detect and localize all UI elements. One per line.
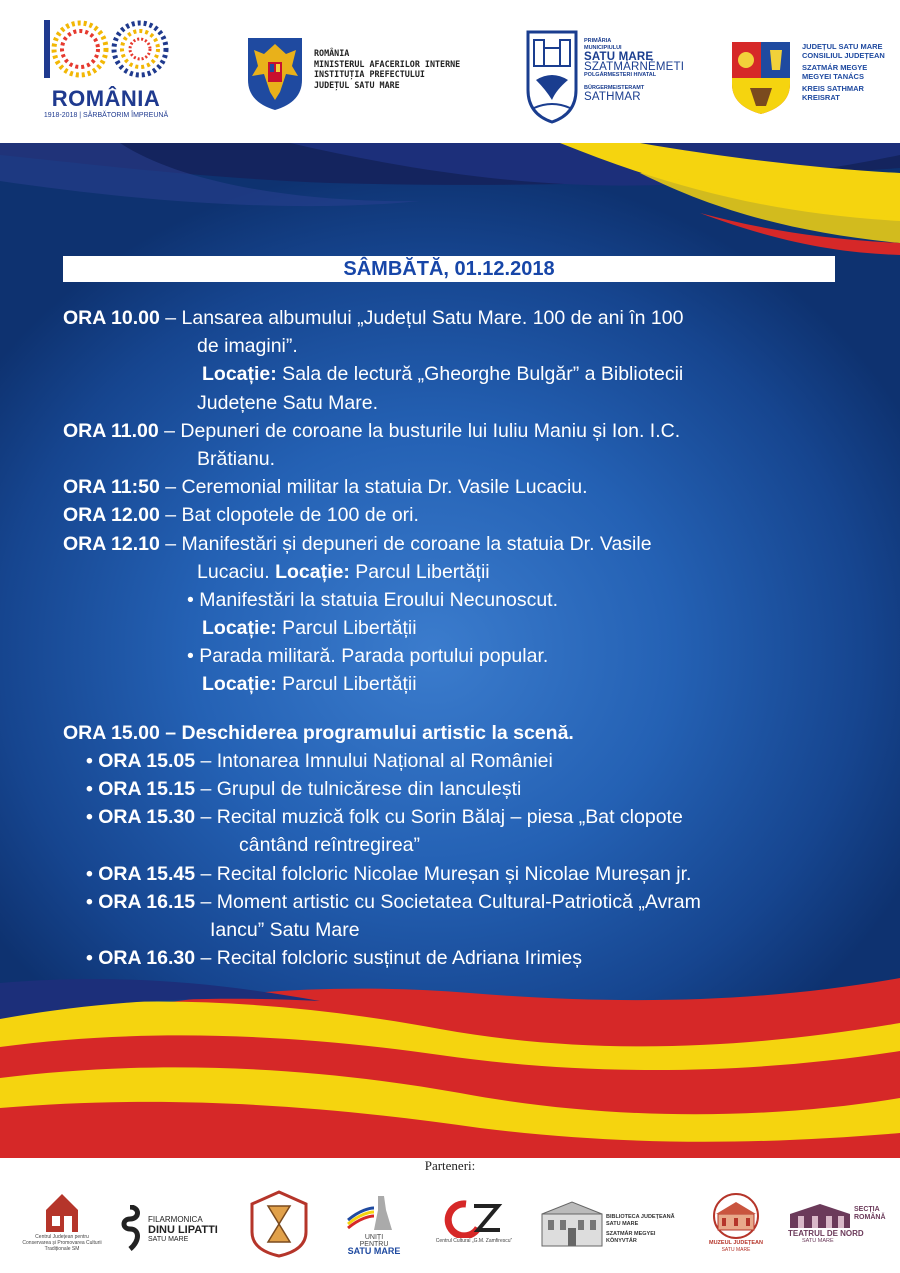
partners-label: Parteneri:	[424, 1158, 476, 1173]
romania-100-logo	[36, 14, 176, 124]
satu-mare-city-crest-icon	[526, 30, 578, 124]
schedule-line: Brătianu.	[197, 447, 276, 470]
schedule-line: • ORA 16.30 – Recital folcloric susținut de Adriana Irimieș	[86, 947, 582, 970]
schedule-line: Locație: Sala de lectură „Gheorghe Bulgăr” a Bibliotecii	[202, 363, 684, 386]
gz-monogram-icon	[444, 1198, 504, 1238]
schedule-line: ORA 12.00 – Bat clopotele de 100 de ori.	[63, 504, 419, 527]
schedule-line: • Parada militară. Parada portului popular.	[187, 645, 549, 668]
header	[0, 0, 900, 143]
schedule-line: Locație: Parcul Libertății	[202, 673, 417, 696]
statue-icon	[344, 1190, 404, 1234]
satu-mare-county-crest-icon	[730, 40, 792, 116]
schedule-line: • ORA 16.15 – Moment artistic cu Societatea Cultural-Patriotică „Avram	[86, 890, 701, 913]
romania-wordmark: ROMÂNIA	[51, 86, 161, 111]
schedule-line: ORA 15.00 – Deschiderea programului artistic la scenă.	[63, 721, 574, 744]
hourglass-emblem-icon	[248, 1190, 310, 1258]
theatre-building-icon	[788, 1200, 852, 1230]
program-date-banner: SÂMBĂTĂ, 01.12.2018	[63, 256, 835, 282]
schedule-line: • ORA 15.15 – Grupul de tulnicărese din Ianculești	[86, 778, 522, 800]
partner-centrul-cultural: Centrul Cultural „G.M. Zamfirescu”	[428, 1198, 520, 1245]
schedule-line: ORA 10.00 – Lansarea albumului „Județul Satu Mare. 100 de ani în 100	[63, 307, 684, 329]
program-poster	[0, 143, 900, 1158]
romania-coat-of-arms-icon	[246, 36, 304, 112]
schedule-line: • ORA 15.05 – Intonarea Imnului Național al României	[86, 749, 553, 772]
centenary-digits-icon	[36, 14, 176, 84]
house-icon	[42, 1190, 82, 1234]
schedule-line: Iancu” Satu Mare	[210, 918, 360, 941]
program-schedule	[63, 304, 863, 972]
partner-muzeul-judetean: MUZEUL JUDEȚEAN SATU MARE	[696, 1192, 776, 1254]
mai-institution-text: ROMÂNIA MINISTERUL AFACERILOR INTERNE INSTITUȚIA PREFECTULUI JUDEȚUL SATU MARE	[314, 48, 461, 90]
partner-uniti-pentru-satu-mare: UNIȚI PENTRU SATU MARE	[340, 1190, 408, 1255]
consiliul-judetean-text: JUDEȚUL SATU MARE CONSILIUL JUDEȚEAN SZATMÁR MEGYE MEGYEI TANÁCS KREIS SATHMAR KREISRAT	[802, 42, 885, 102]
violin-scroll-icon	[116, 1205, 146, 1251]
schedule-line: • ORA 15.30 – Recital muzică folk cu Sorin Bălaj – piesa „Bat clopote	[86, 806, 683, 829]
schedule-line: ORA 11.00 – Depuneri de coroane la busturile lui Iuliu Maniu și Ion. I.C.	[63, 419, 681, 442]
schedule-line: ORA 12.10 – Manifestări și depuneri de coroane la statuia Dr. Vasile	[63, 532, 652, 555]
schedule-line: ORA 11:50 – Ceremonial militar la statuia Dr. Vasile Lucaciu.	[63, 476, 588, 499]
schedule-line: de imagini”.	[197, 335, 298, 358]
schedule-line: • Manifestări la statuia Eroului Necunoscut.	[187, 588, 559, 611]
partner-centrul-judetean: Centrul Județean pentru Conservarea și Promovarea Culturii Tradiționale SM	[22, 1190, 102, 1252]
primaria-satu-mare-text: PRIMĂRIA MUNICIPIULUI SATU MARE SZATMÁRNÉMETI POLGÁRMESTERI HIVATAL BÜRGERMEISTERAMT SATHMAR	[584, 38, 685, 103]
schedule-line: Locație: Parcul Libertății	[202, 617, 417, 640]
library-building-icon	[540, 1198, 604, 1248]
schedule-line: Lucaciu. Locație: Parcul Libertății	[197, 560, 490, 583]
schedule-line: cântând reîntregirea”	[239, 834, 421, 857]
schedule-line: • ORA 15.45 – Recital folcloric Nicolae Mureșan și Nicolae Mureșan jr.	[86, 862, 692, 885]
schedule-line: Județene Satu Mare.	[197, 391, 379, 414]
centenary-tagline: 1918-2018 | SĂRBĂTORIM ÎMPREUNĂ	[43, 112, 169, 119]
museum-icon	[704, 1192, 768, 1240]
